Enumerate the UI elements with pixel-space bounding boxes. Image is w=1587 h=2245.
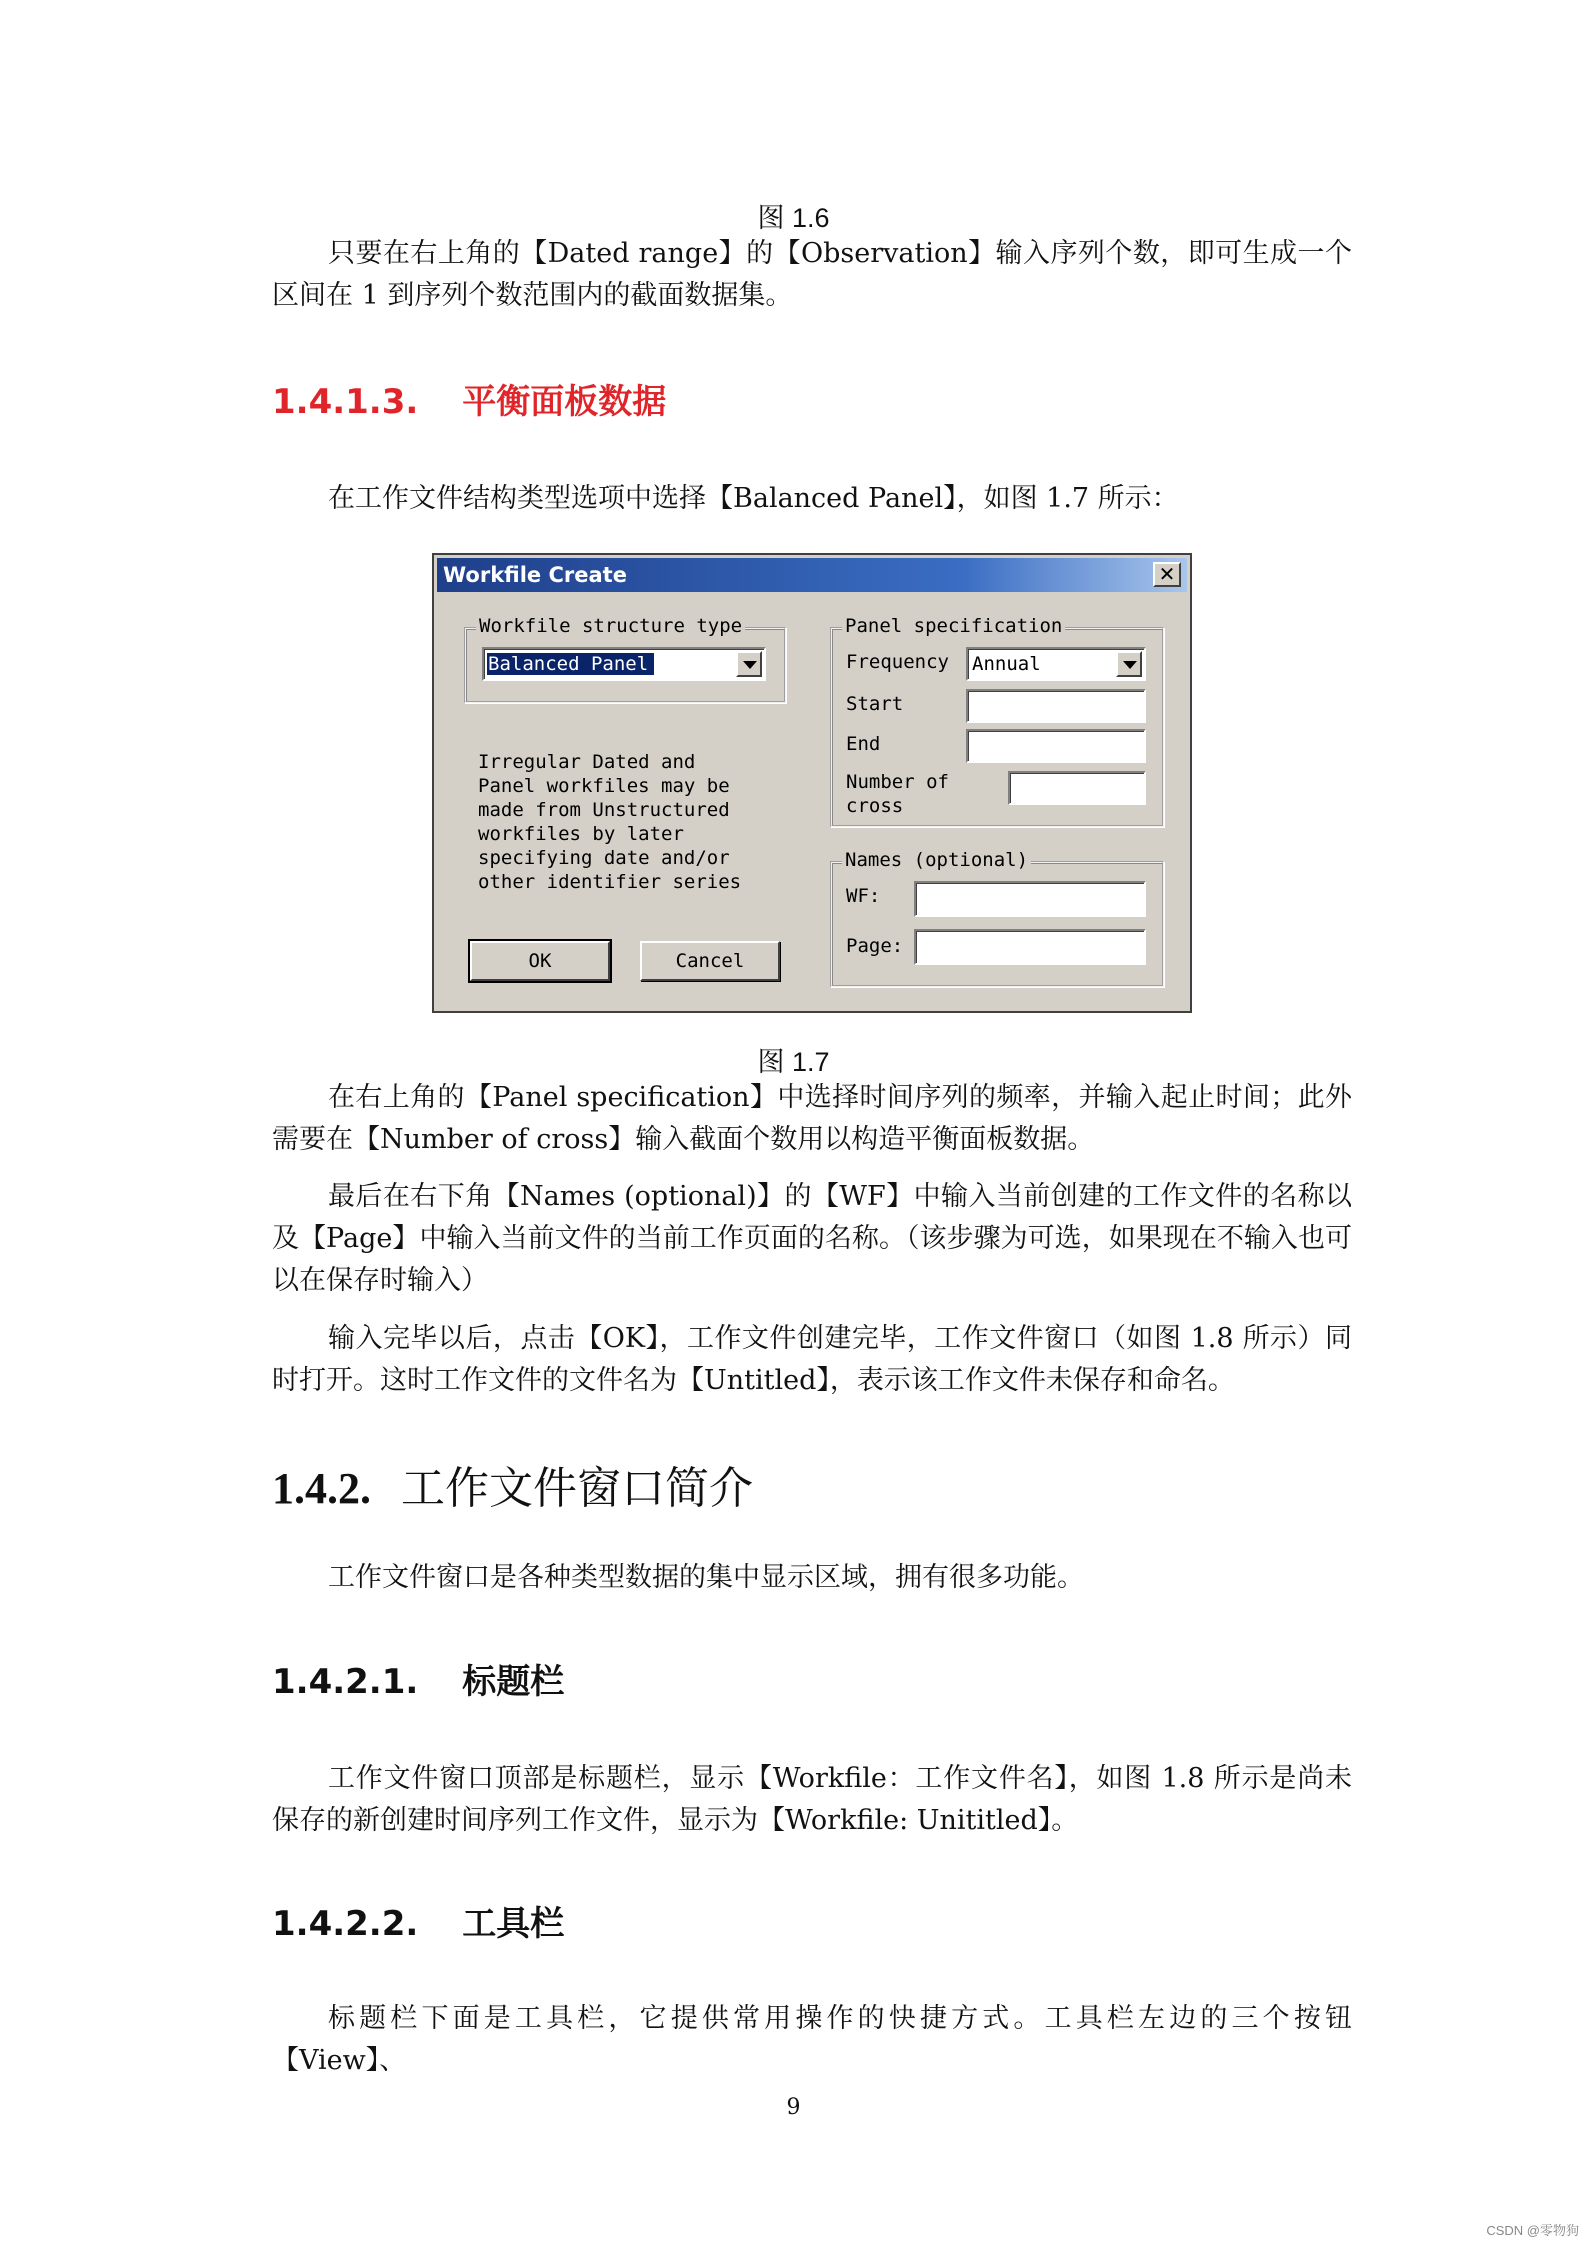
page-label: Page: bbox=[846, 935, 904, 957]
number-of-cross-label: Number of bbox=[846, 771, 949, 793]
chevron-down-icon[interactable] bbox=[1116, 651, 1142, 677]
info-text-cut: other identifier series bbox=[478, 871, 742, 893]
frequency-label: Frequency bbox=[846, 651, 949, 673]
panel-specification-label: Panel specification bbox=[842, 615, 1065, 637]
close-icon[interactable]: ✕ bbox=[1153, 562, 1181, 587]
paragraph: 工作文件窗口是各种类型数据的集中显示区域，拥有很多功能。 bbox=[328, 1562, 1084, 1593]
names-optional-label: Names (optional) bbox=[842, 849, 1031, 871]
paragraph: 标题栏下面是工具栏，它提供常用操作的快捷方式。工具栏左边的三个按钮【View】、 bbox=[272, 2003, 1352, 2076]
heading-number: 1.4.2.2. bbox=[272, 1904, 419, 1944]
heading-number: 1.4.1.3. bbox=[272, 382, 419, 422]
cancel-button[interactable]: Cancel bbox=[640, 941, 780, 981]
structure-type-label: Workfile structure type bbox=[476, 615, 745, 637]
wf-name-input[interactable] bbox=[914, 881, 1146, 917]
end-label: End bbox=[846, 733, 881, 755]
section-heading bbox=[272, 1452, 753, 1516]
wf-label: WF: bbox=[846, 885, 881, 907]
end-input[interactable] bbox=[966, 729, 1146, 763]
heading-number: 1.4.2.1. bbox=[272, 1662, 419, 1702]
page-name-input[interactable] bbox=[914, 929, 1146, 965]
heading-title: 标题栏 bbox=[462, 1662, 565, 1702]
number-of-cross-input[interactable] bbox=[1008, 771, 1146, 805]
dialog-title-bar bbox=[437, 558, 1187, 592]
number-of-cross-label-2: cross bbox=[846, 795, 904, 817]
paragraph: 输入完毕以后，点击【OK】，工作文件创建完毕，工作文件窗口（如图 1.8 所示）同时打开。这时工作文件的文件名为【Untitled】，表示该工作文件未保存和命名。 bbox=[272, 1323, 1352, 1396]
paragraph: 只要在右上角的【Dated range】的【Observation】输入序列个数，即可生成一个区间在 1 到序列个数范围内的截面数据集。 bbox=[272, 238, 1352, 311]
paragraph: 最后在右下角【Names (optional)】的【WF】中输入当前创建的工作文件的名称以及【Page】中输入当前文件的当前工作页面的名称。（该步骤为可选，如果现在不输入也可以在保存时输入） bbox=[272, 1181, 1352, 1296]
heading-title: 工具栏 bbox=[462, 1904, 565, 1944]
workfile-create-dialog bbox=[432, 553, 1192, 1013]
heading-title: 平衡面板数据 bbox=[462, 382, 667, 422]
structure-type-group bbox=[464, 615, 786, 703]
frequency-value: Annual bbox=[972, 653, 1041, 675]
section-heading bbox=[272, 1654, 564, 1703]
ok-button[interactable]: OK bbox=[470, 941, 610, 981]
chevron-down-icon[interactable] bbox=[736, 651, 762, 677]
start-label: Start bbox=[846, 693, 904, 715]
structure-type-select[interactable] bbox=[482, 647, 766, 681]
figure-caption: 图 1.6 bbox=[757, 203, 830, 233]
paragraph: 在右上角的【Panel specification】中选择时间序列的频率，并输入起止时间；此外需要在【Number of cross】输入截面个数用以构造平衡面板数据。 bbox=[272, 1082, 1352, 1155]
names-optional-group bbox=[830, 849, 1164, 987]
section-heading bbox=[272, 1896, 564, 1945]
info-text: Irregular Dated and Panel workfiles may be made from Unstructured workfiles by later specifying date and/or other identifier series bbox=[478, 751, 742, 893]
heading-title: 工作文件窗口简介 bbox=[401, 1463, 753, 1514]
frequency-select[interactable] bbox=[966, 647, 1146, 681]
panel-specification-group bbox=[830, 615, 1164, 827]
heading-number: 1.4.2. bbox=[272, 1464, 371, 1513]
paragraph: 工作文件窗口顶部是标题栏，显示【Workfile：工作文件名】，如图 1.8 所示是尚未保存的新创建时间序列工作文件，显示为【Workfile: Unititled】。 bbox=[272, 1763, 1352, 1836]
figure-caption: 图 1.7 bbox=[757, 1047, 830, 1077]
section-heading bbox=[272, 374, 666, 423]
structure-type-value: Balanced Panel bbox=[487, 653, 654, 675]
watermark: CSDN @零物狗 bbox=[1486, 2223, 1579, 2238]
paragraph: 在工作文件结构类型选项中选择【Balanced Panel】，如图 1.7 所示： bbox=[328, 483, 1179, 514]
dialog-title: Workfile Create bbox=[443, 563, 627, 587]
page-number: 9 bbox=[786, 2095, 801, 2120]
start-input[interactable] bbox=[966, 689, 1146, 723]
